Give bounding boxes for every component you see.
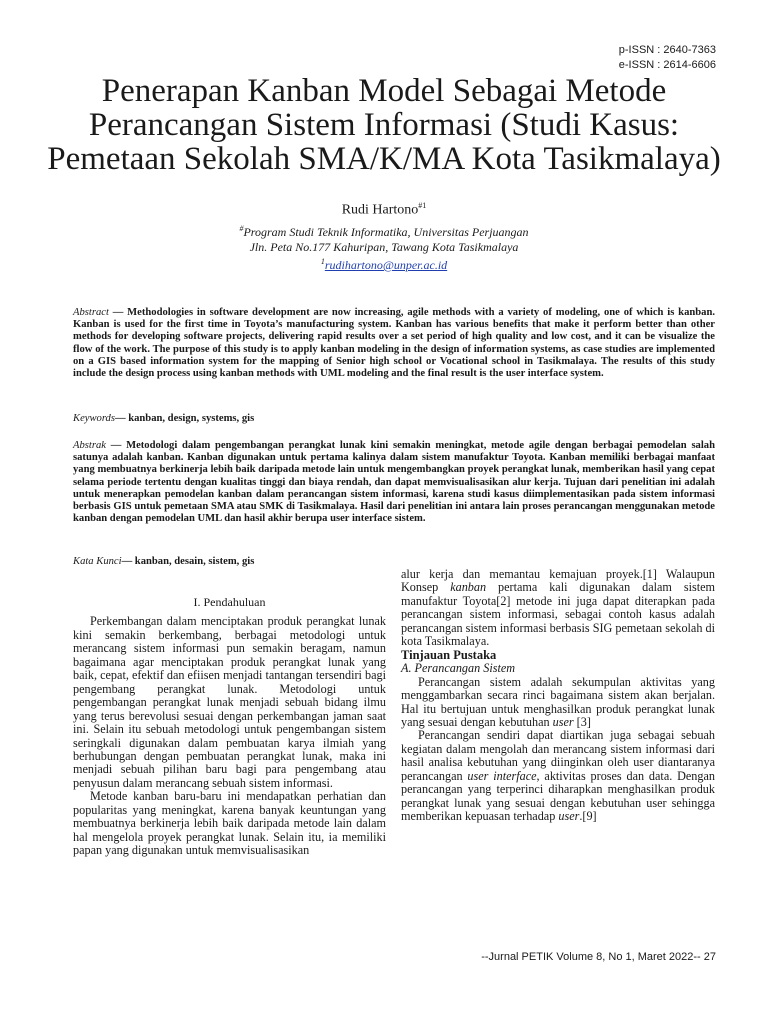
email-link[interactable]: rudihartono@unper.ac.id (324, 258, 448, 272)
email-mark: 1 (320, 257, 325, 266)
affiliation-mark: # (239, 224, 244, 233)
section-heading-pendahuluan: I. Pendahuluan (193, 595, 266, 609)
author-name: Rudi Hartono (341, 202, 419, 218)
paper-title (40, 74, 728, 176)
left-column (73, 596, 386, 858)
abstrak-text: — Metodologi dalam pengembangan perangkat lunak kini semakin meningkat, metode agile dengan berbagai pemodelan salah satunya adalah kanban. Kanban digunakan untuk pertama kalinya dalam sistem manufaktur Toyota. Kanban memiliki berbagai manfaat yang membuatnya berkinerja lebih baik daripada metode lain untuk mengembangkan proyek perangkat lunak, memberikan hasil yang cepat selama periode tertentu dengan kualitas tinggi dan biaya rendah, dan dapat memvisualisasikan alur kerja. Tujuan dari penelitian ini adalah untuk menerapkan pemodelan kanban dalam perancangan sistem informasi, karena studi kasus diimplementasikan pada sistem informasi berbasis GIS untuk pemetaan SMA atau SMK di Tasikmalaya. Hasil dari penelitian ini antara lain proses perancangan menggunakan metode kanban dengan pemodelan UML dan hasil akhir berupa user interface sistem. (73, 440, 715, 525)
title-line-2: Perancangan Sistem Informasi (Studi Kasus: (88, 107, 680, 143)
abstract-text: — Methodologies in software development are now increasing, agile methods with a variety of modeling, one of which is kanban. Kanban is used for the first time in Toyota’s manufacturing system. Kanban has various benefits that make it perform better than other methods for developing software projects, delivering rapid results over a set period of high quality and low cost, and it can be visualize the flow of the work. The purpose of this study is to apply kanban modeling in the design of information systems, as case studies are implemented on a GIS based information system for the mapping of Senior high school or Vocational school in Tasikmalaya. The results of this study include the design process using kanban methods with UML modeling and the final result is the user interface system. (73, 307, 715, 380)
paragraph-continued: alur kerja dan memantau kemajuan proyek.[1] Walaupun Konsep kanban pertama kali digunakan dalam sistem manufaktur Toyota[2] metode ini juga dapat diterapkan pada perancangan sistem informasi, sebagai contoh kasus adalah perancangan sistem informasi berbasis SIG pemetaan sekolah di kota Tasikmalaya. (401, 567, 715, 649)
kata-kunci-label: Kata Kunci (73, 556, 122, 567)
paragraph: Perancangan sistem adalah sekumpulan aktivitas yang menggambarkan secara rinci bagaimana sistem akan berjalan. Hal itu bertujuan untuk menghasilkan produk perangkat lunak yang sesuai dengan kebutuhan user [3] (401, 674, 715, 729)
subheading-perancangan-sistem: A. Perancangan Sistem (401, 661, 516, 676)
email-line (0, 257, 768, 273)
author (0, 201, 768, 219)
abstrak-label: Abstrak (73, 440, 106, 451)
author-mark: #1 (418, 201, 427, 210)
title-line-1: Penerapan Kanban Model Sebagai Metode (101, 73, 667, 109)
affiliation-line-1: #Program Studi Teknik Informatika, Universitas Perjuangan (239, 224, 529, 239)
keywords-text: — kanban, design, systems, gis (114, 413, 255, 424)
affiliation-line-2: Jln. Peta No.177 Kahuripan, Tawang Kota Tasikmalaya (249, 240, 519, 254)
heading-tinjauan-pustaka: Tinjauan Pustaka (401, 647, 497, 662)
right-column (401, 568, 715, 824)
title-line-3: Pemetaan Sekolah SMA/K/MA Kota Tasikmalaya) (47, 141, 721, 177)
keywords-english (73, 413, 715, 425)
page-footer: --Jurnal PETIK Volume 8, No 1, Maret 2022-- 27 (481, 951, 716, 963)
abstract-label: Abstract (73, 307, 109, 318)
e-issn: e-ISSN : 2614-6606 (618, 59, 716, 71)
abstract-indonesian (73, 440, 715, 525)
paragraph: Perancangan sendiri dapat diartikan juga sebagai sebuah kegiatan dalam mengolah dan merancang sistem informasi dari hasil analisa kebutuhan yang diinginkan oleh user diantaranya perancangan user interface, aktivitas proses dan data. Dengan perancangan yang terperinci diharapkan menghasilkan produk perangkat lunak yang sesuai dengan kebutuhan user sehingga memberikan kepuasan terhadap user.[9] (401, 728, 716, 824)
kata-kunci-text: — kanban, desain, sistem, gis (121, 556, 255, 567)
abstract-english (73, 307, 715, 380)
paragraph: Perkembangan dalam menciptakan produk perangkat lunak kini semakin berkembang, berbagai metodologi untuk merancang sistem informasi pun semakin beragam, namun bagaimana agar menciptakan produk perangkat lunak yang baik, cepat, efektif dan efiisen menjadi tantangan tersendiri bagi pengembang perangkat lunak. Metodologi untuk pengembangan perangkat lunak menjadi sebuah bidang ilmu yang terus berevolusi sesuai dengan perkembangan jaman saat ini. Selain itu sebuah metodologi untuk pengembangan sistem seringkali digunakan dalam pembuatan karya ilmiah yang berhubungan dengan pembuatan perangkat lunak, maka ini menjadi sebuah pilihan baru bagi para pengembang atau penyusun dalam merancang sebuah sistem informasi. (73, 614, 386, 790)
paragraph: Metode kanban baru-baru ini mendapatkan perhatian dan popularitas yang meningkat, karena banyak keuntungan yang membuatnya berkinerja lebih baik daripada metode lain dalam hal mengelola proyek perangkat lunak. Selain itu, ia memiliki papan yang digunakan untuk memvisualisasikan (73, 789, 386, 858)
keywords-label: Keywords (73, 413, 115, 424)
p-issn: p-ISSN : 2640-7363 (618, 44, 716, 56)
